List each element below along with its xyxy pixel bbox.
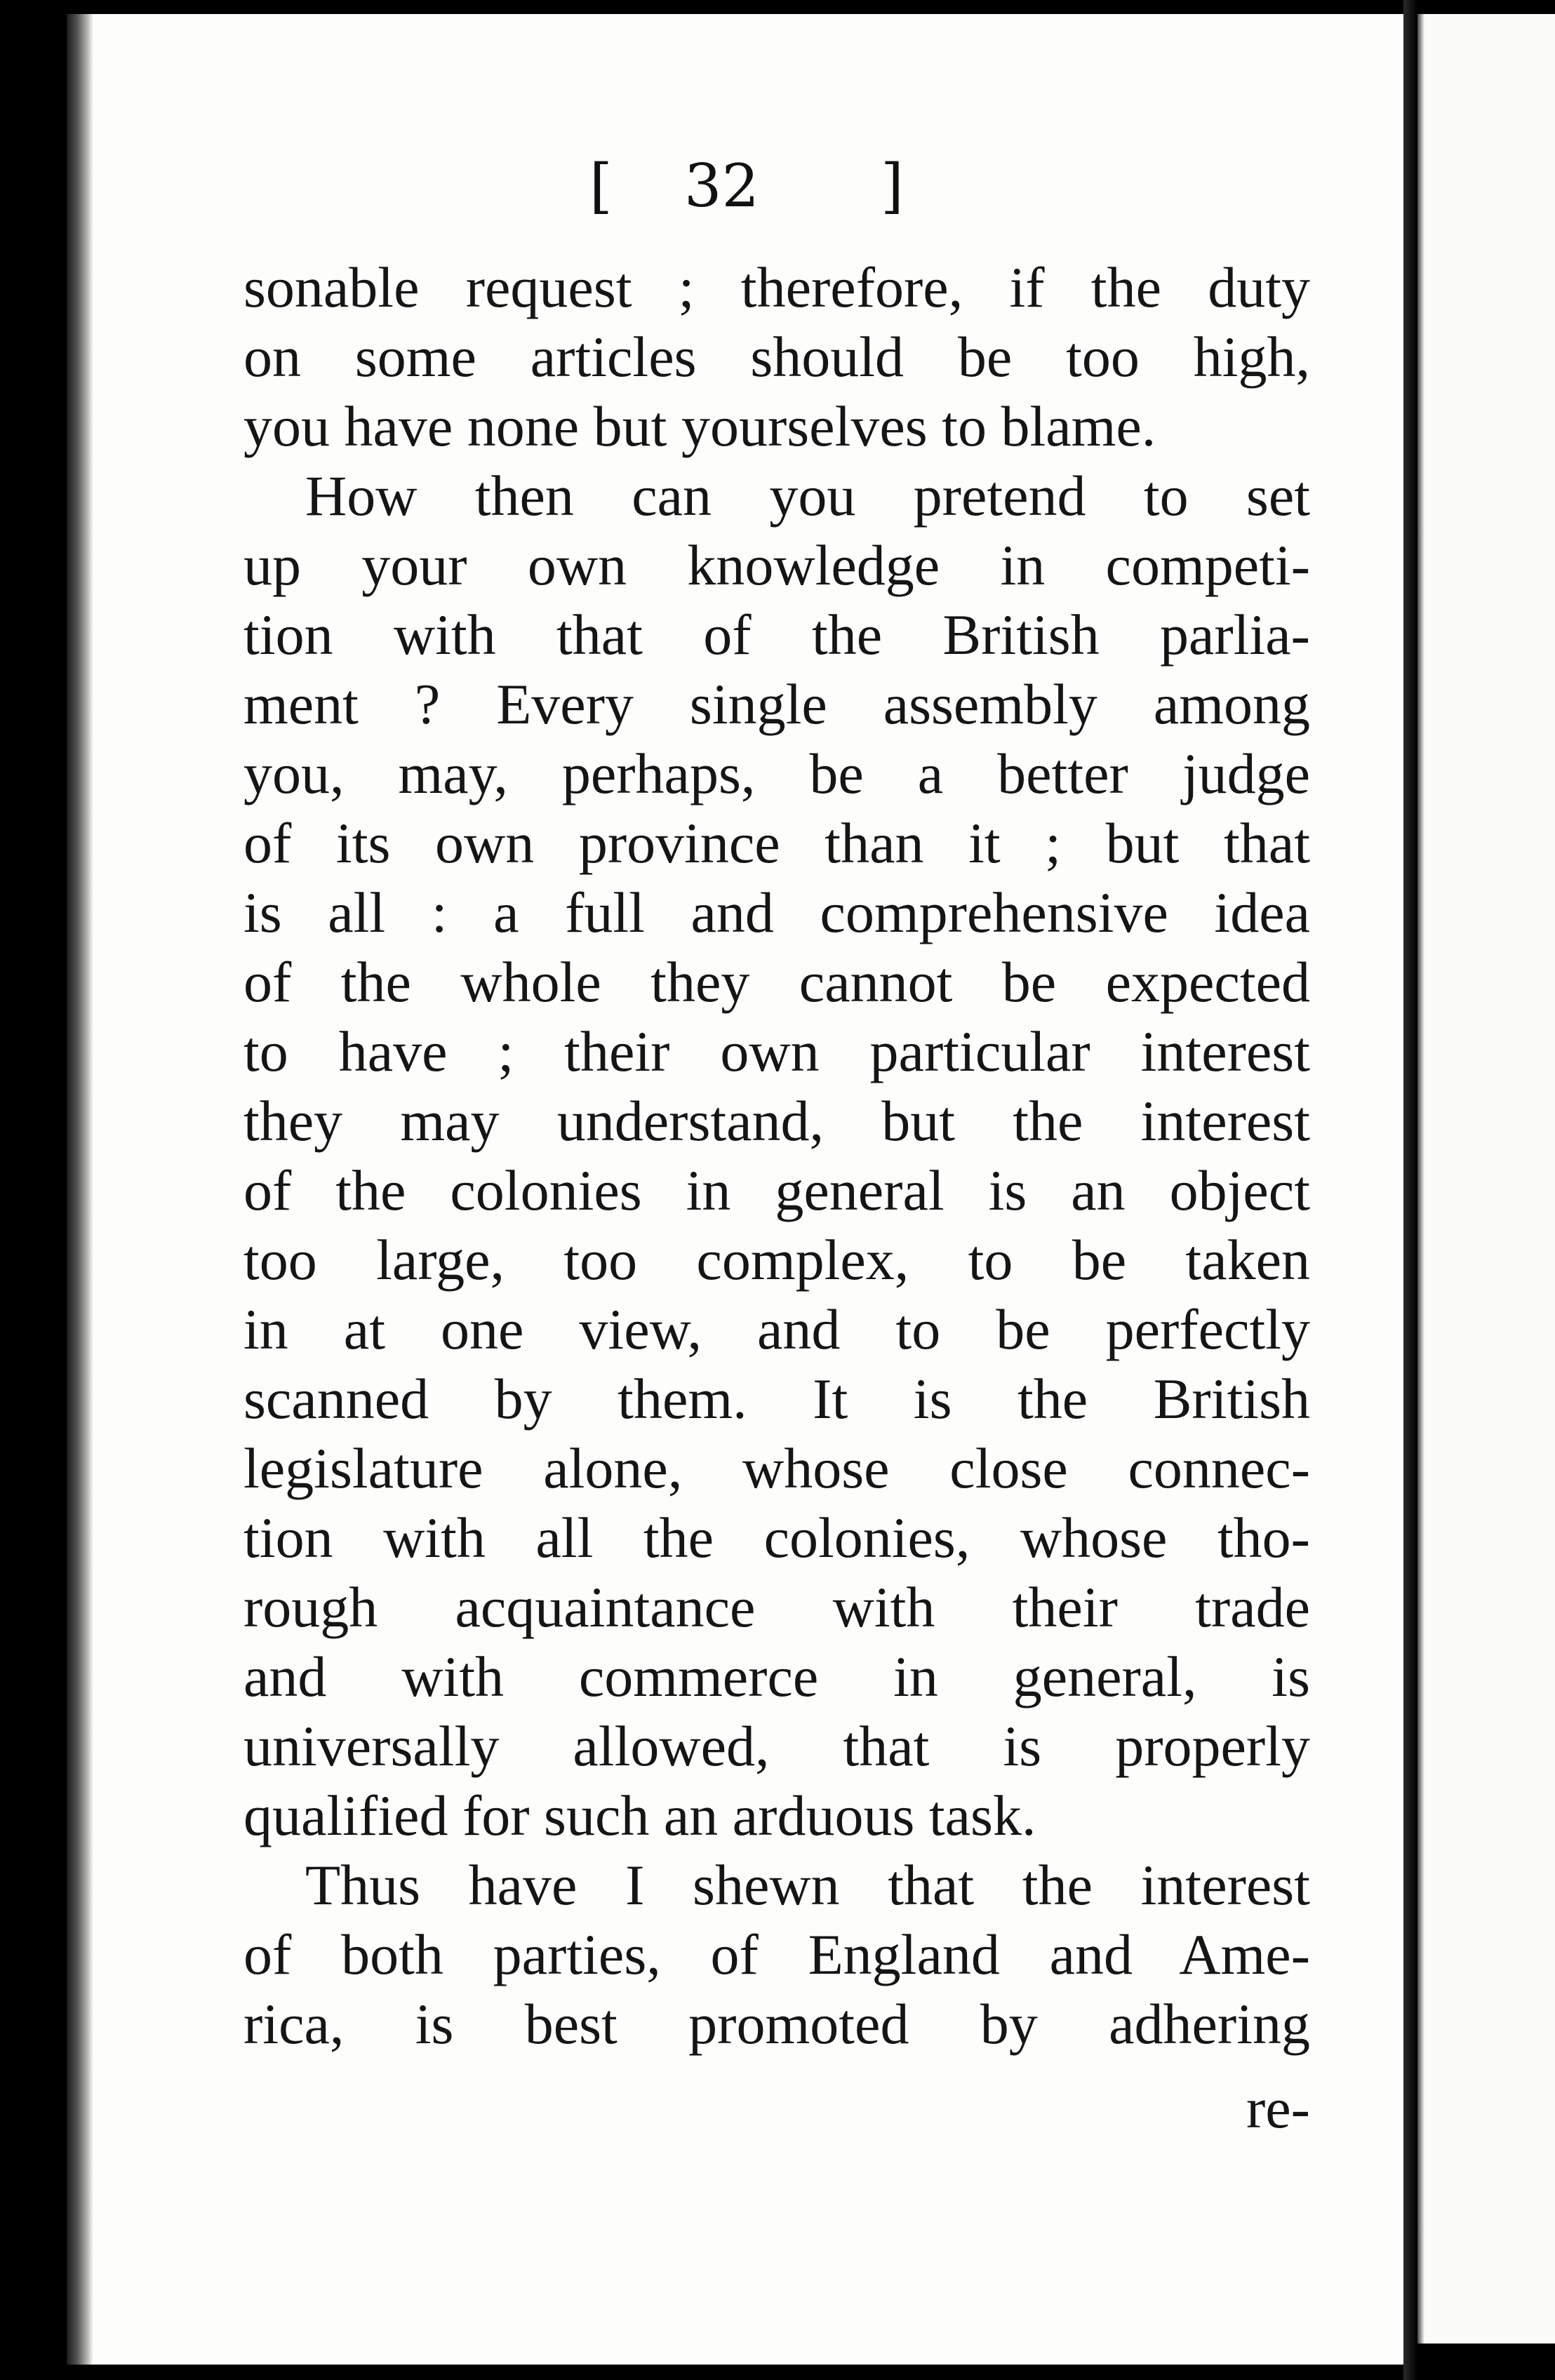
text-line: scanned by them. It is the British <box>243 1367 1310 1431</box>
text-line: tion with all the colonies, whose tho- <box>243 1506 1310 1570</box>
text-line: of the colonies in general is an object <box>243 1158 1310 1222</box>
page-header <box>67 140 1403 232</box>
text-line: is all : a full and comprehensive idea <box>243 881 1310 944</box>
header-bracket-open: [ <box>589 152 613 220</box>
page-number: 32 <box>684 152 759 220</box>
text-line: rough acquaintance with their trade <box>243 1575 1310 1639</box>
header-bracket-close: ] <box>881 152 904 220</box>
binding-spine <box>67 14 93 2365</box>
text-line: legislature alone, whose close connec- <box>243 1436 1310 1500</box>
text-line: in at one view, and to be perfectly <box>243 1297 1310 1361</box>
text-line: to have ; their own particular interest <box>243 1019 1310 1083</box>
text-line: universally allowed, that is properly <box>243 1714 1310 1778</box>
text-line: you, may, perhaps, be a better judge <box>243 742 1310 805</box>
text-line: qualified for such an arduous task. <box>243 1784 1036 1847</box>
text-line: of both parties, of England and Ame- <box>243 1923 1310 1986</box>
catchword: re- <box>1246 2076 1310 2140</box>
paragraph-start-line: How then can you pretend to set <box>305 464 1310 528</box>
text-line: tion with that of the British parlia- <box>243 603 1310 667</box>
page-gutter-shadow <box>1403 0 1417 2380</box>
text-line: you have none but yourselves to blame. <box>243 394 1156 458</box>
text-line: and with commerce in general, is <box>243 1645 1310 1709</box>
text-line: rica, is best promoted by adhering <box>243 1992 1310 2056</box>
text-line: up your own knowledge in competi- <box>243 533 1310 597</box>
facing-page <box>1417 14 1555 2344</box>
text-line: of the whole they cannot be expected <box>243 950 1310 1014</box>
text-line: ment ? Every single assembly among <box>243 672 1310 736</box>
text-line: too large, too complex, to be taken <box>243 1228 1310 1292</box>
text-line: on some articles should be too high, <box>243 325 1310 389</box>
text-line: sonable request ; therefore, if the duty <box>243 255 1310 319</box>
book-page <box>67 14 1403 2365</box>
text-line: of its own province than it ; but that <box>243 811 1310 875</box>
text-line: they may understand, but the interest <box>243 1089 1310 1153</box>
paragraph-start-line: Thus have I shewn that the interest <box>305 1853 1310 1917</box>
